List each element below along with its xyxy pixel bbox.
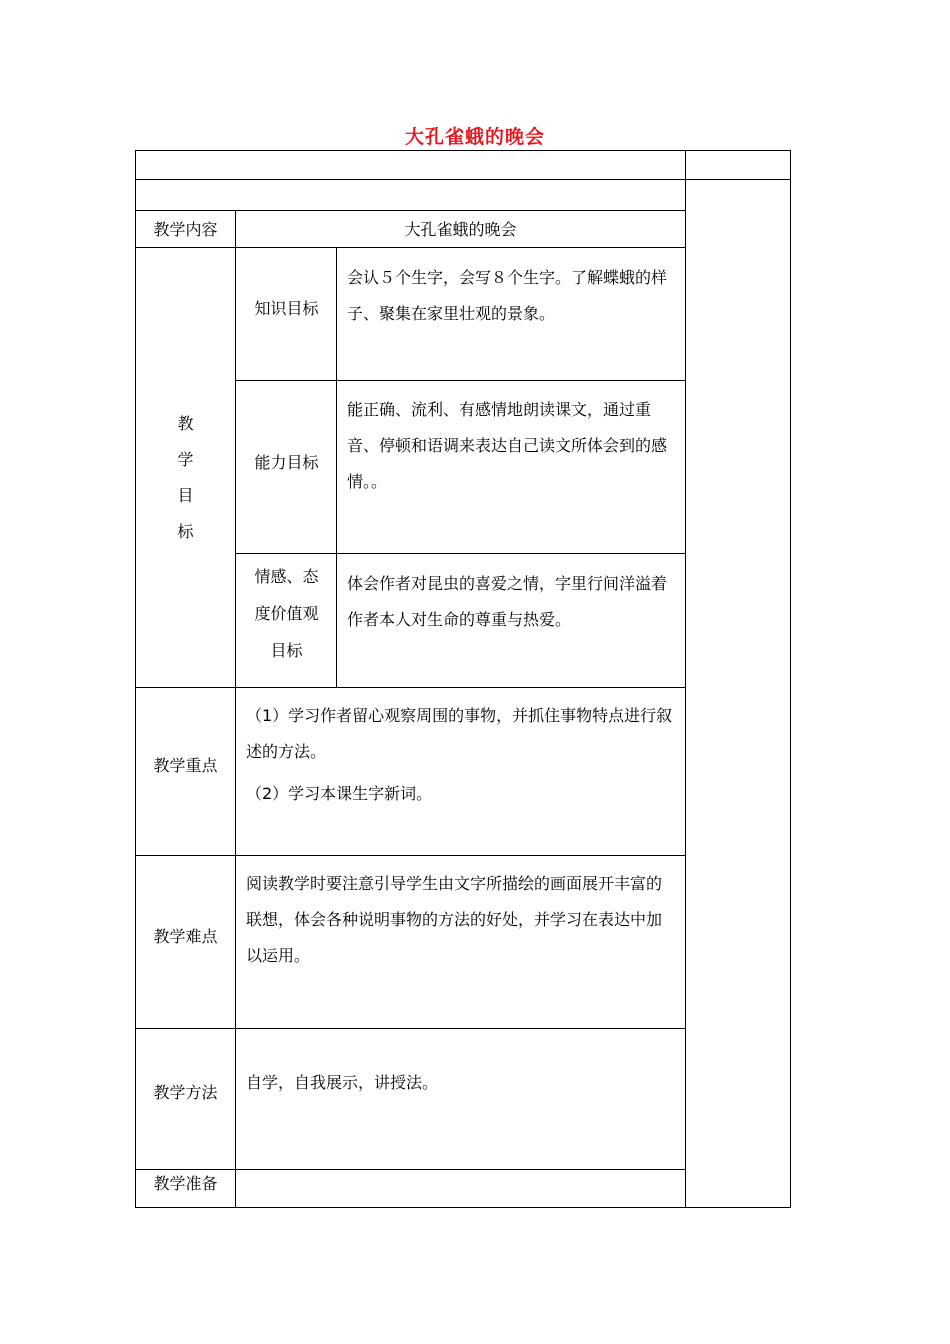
key-points-text-2: （2）学习本课生字新词。 <box>246 784 433 803</box>
difficulty-label: 教学难点 <box>153 926 218 946</box>
key-points-text-1: （1）学习作者留心观察周围的事物，并抓住事物特点进行叙述的方法。 <box>246 706 673 761</box>
goals-label-char: 标 <box>177 521 194 541</box>
method-label: 教学方法 <box>153 1082 218 1102</box>
document-title: 大孔雀蛾的晚会 <box>404 126 545 148</box>
difficulty-text: 阅读教学时要注意引导学生由文字所描绘的画面展开丰富的联想，体会各种说明事物的方法的好处，并学习在表达中加以运用。 <box>246 874 663 965</box>
goals-label-char: 目 <box>177 485 194 505</box>
method-text: 自学，自我展示，讲授法。 <box>246 1073 439 1092</box>
prep-label: 教学准备 <box>153 1173 218 1193</box>
emotion-label <box>237 556 336 670</box>
content-value: 大孔雀蛾的晚会 <box>404 219 517 239</box>
goals-label <box>136 248 235 687</box>
emotion-text: 体会作者对昆虫的喜爱之情，字里行间洋溢着作者本人对生命的尊重与热爱。 <box>347 574 668 629</box>
goals-label-char: 学 <box>177 449 194 469</box>
knowledge-label: 知识目标 <box>254 298 319 318</box>
content-label: 教学内容 <box>153 219 218 239</box>
emotion-label-line: 情感、态 <box>254 566 319 586</box>
key-points-label: 教学重点 <box>153 755 218 775</box>
goals-label-char: 教 <box>177 413 194 433</box>
ability-text: 能正确、流利、有感情地朗读课文，通过重音、停顿和语调来表达自己读文所体会到的感情。。 <box>347 400 668 491</box>
emotion-label-line: 度价值观 <box>254 603 319 623</box>
ability-label: 能力目标 <box>254 452 319 472</box>
emotion-label-line: 目标 <box>270 640 303 660</box>
knowledge-text: 会认５个生字，会写８个生字。了解蝶蛾的样子、聚集在家里壮观的景象。 <box>347 268 668 323</box>
